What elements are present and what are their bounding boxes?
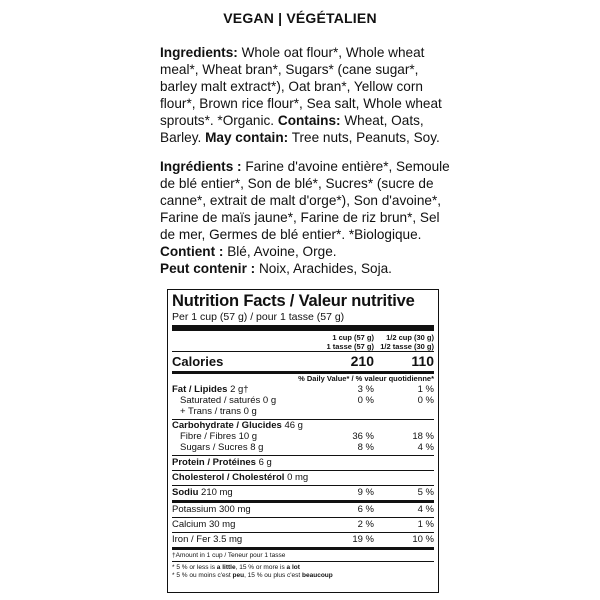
nutrient-row-trans: + Trans / trans 0 g: [180, 406, 257, 417]
may-contain-label-fr: Peut contenir :: [160, 261, 256, 276]
nutrition-title: Nutrition Facts / Valeur nutritive: [172, 292, 415, 310]
contains-text-fr: Blé, Avoine, Orge.: [223, 244, 337, 259]
col1-en: 1 cup (57 g): [332, 333, 374, 342]
serving-size: Per 1 cup (57 g) / pour 1 tasse (57 g): [172, 311, 345, 323]
contains-label: Contains:: [277, 113, 341, 128]
ingredients-label-fr: Ingrédients :: [160, 159, 242, 174]
calories-value-2: 110: [411, 353, 434, 369]
calories-label: Calories: [172, 354, 224, 369]
ingredients-label: Ingredients:: [160, 45, 238, 60]
nutrient-row-cholesterol: Cholesterol / Cholestérol 0 mg: [172, 472, 309, 483]
nutrient-row-carbohydrate: Carbohydrate / Glucides 46 g: [172, 420, 303, 431]
footnote-amount: †Amount in 1 cup / Teneur pour 1 tasse: [172, 552, 286, 559]
nutrition-facts-table: [167, 289, 439, 593]
nutrient-row-sodium: Sodiu 210 mg 9 % 5 %: [172, 487, 434, 498]
may-contain-text: Tree nuts, Peanuts, Soy.: [288, 130, 440, 145]
col1-fr: 1 tasse (57 g): [326, 342, 374, 351]
ingredients-french: [160, 158, 450, 277]
footnote-english: * 5 % or less is a little, 15 % or more is a lot: [172, 563, 300, 571]
column-header: [172, 331, 434, 351]
calories-value-1: 210: [350, 353, 374, 369]
nutrient-row-fibre: Fibre / Fibres 10 g 36 % 18 %: [180, 431, 434, 442]
may-contain-label: May contain:: [205, 130, 289, 145]
nutrient-row-fat: Fat / Lipides 2 g† 3 % 1 %: [172, 384, 434, 395]
footnote-french: * 5 % ou moins c'est peu, 15 % ou plus c'est beaucoup: [172, 572, 333, 579]
nutrient-row-calcium: Calcium 30 mg 2 % 1 %: [172, 519, 434, 530]
ingredients-english: [160, 44, 450, 146]
contains-text: Wheat, Oats, Barley.: [160, 113, 424, 145]
col2-fr: 1/2 tasse (30 g): [380, 342, 434, 351]
nutrient-row-iron: Iron / Fer 3.5 mg 19 % 10 %: [172, 534, 434, 545]
page-title: VEGAN | VÉGÉTALIEN: [223, 10, 377, 26]
nutrient-row-potassium: Potassium 300 mg 6 % 4 %: [172, 504, 434, 515]
ingredients-text-fr: Farine d'avoine entière*, Semoule de blé entier*, Son de blé*, Sucres* (sucre de canne*, extrait de malt d'orge*), Son d'avoine*, Farine de maïs jaune*, Farine de riz brun*, Sel de mer, Germes de blé entier*. *Biologique.: [160, 159, 450, 242]
ingredients-text: Whole oat flour*, Whole wheat meal*, Wheat bran*, Sugars* (cane sugar*, barley malt extract*), Oat bran*, Yellow corn flour*, Brown rice flour*, Sea salt, Whole wheat sprouts*. *Organic.: [160, 45, 442, 128]
daily-value-header: % Daily Value* / % valeur quotidienne*: [298, 374, 434, 383]
col2-en: 1/2 cup (30 g): [386, 333, 434, 342]
nutrient-row-sugars: Sugars / Sucres 8 g 8 % 4 %: [180, 442, 434, 453]
nutrient-row-protein: Protein / Protéines 6 g: [172, 457, 272, 468]
calories-row: [172, 352, 434, 371]
contains-label-fr: Contient :: [160, 244, 224, 259]
nutrient-row-saturated: Saturated / saturés 0 g 0 % 0 %: [180, 395, 434, 406]
may-contain-text-fr: Noix, Arachides, Soja.: [255, 261, 392, 276]
